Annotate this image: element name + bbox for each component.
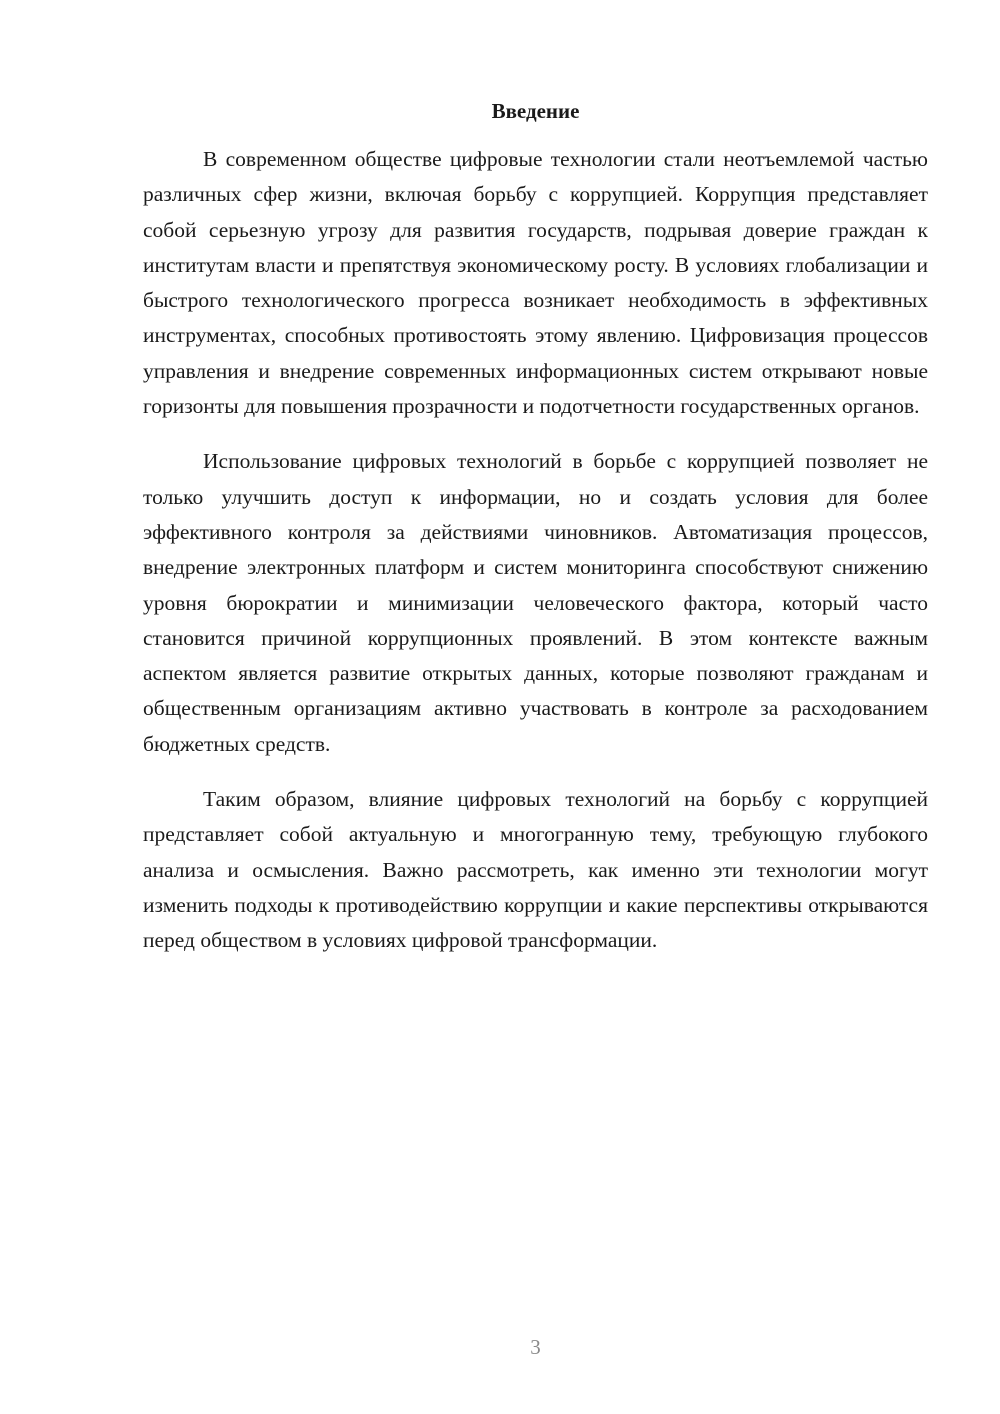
body-text: [143, 142, 928, 979]
section-heading: Введение: [491, 99, 580, 123]
paragraph-2: Использование цифровых технологий в борьбе с коррупцией позволяет не только улучшить доступ к информации, но и создать условия для более эффективного контроля за действиями чиновников. Автоматизация процессов, внедрение электронных платформ и систем мониторинга способствуют снижению уровня бюрократии и минимизации человеческого фактора, который часто становится причиной коррупционных проявлений. В этом контексте важным аспектом является развитие открытых данных, которые позволяют гражданам и общественным организациям активно участвовать в контроле за расходованием бюджетных средств.: [143, 449, 928, 756]
paragraph-1: В современном обществе цифровые технологии стали неотъемлемой частью различных сфер жизни, включая борьбу с коррупцией. Коррупция представляет собой серьезную угрозу для развития государств, подрывая доверие граждан к институтам власти и препятствуя экономическому росту. В условиях глобализации и быстрого технологического прогресса возникает необходимость в эффективных инструментах, способных противостоять этому явлению. Цифровизация процессов управления и внедрение современных информационных систем открывают новые горизонты для повышения прозрачности и подотчетности государственных органов.: [143, 147, 928, 419]
page-number: 3: [530, 1335, 541, 1359]
paragraph-3: Таким образом, влияние цифровых технологий на борьбу с коррупцией представляет собой актуальную и многогранную тему, требующую глубокого анализа и осмысления. Важно рассмотреть, как именно эти технологии могут изменить подходы к противодействию коррупции и какие перспективы открываются перед обществом в условиях цифровой трансформации.: [143, 787, 928, 953]
